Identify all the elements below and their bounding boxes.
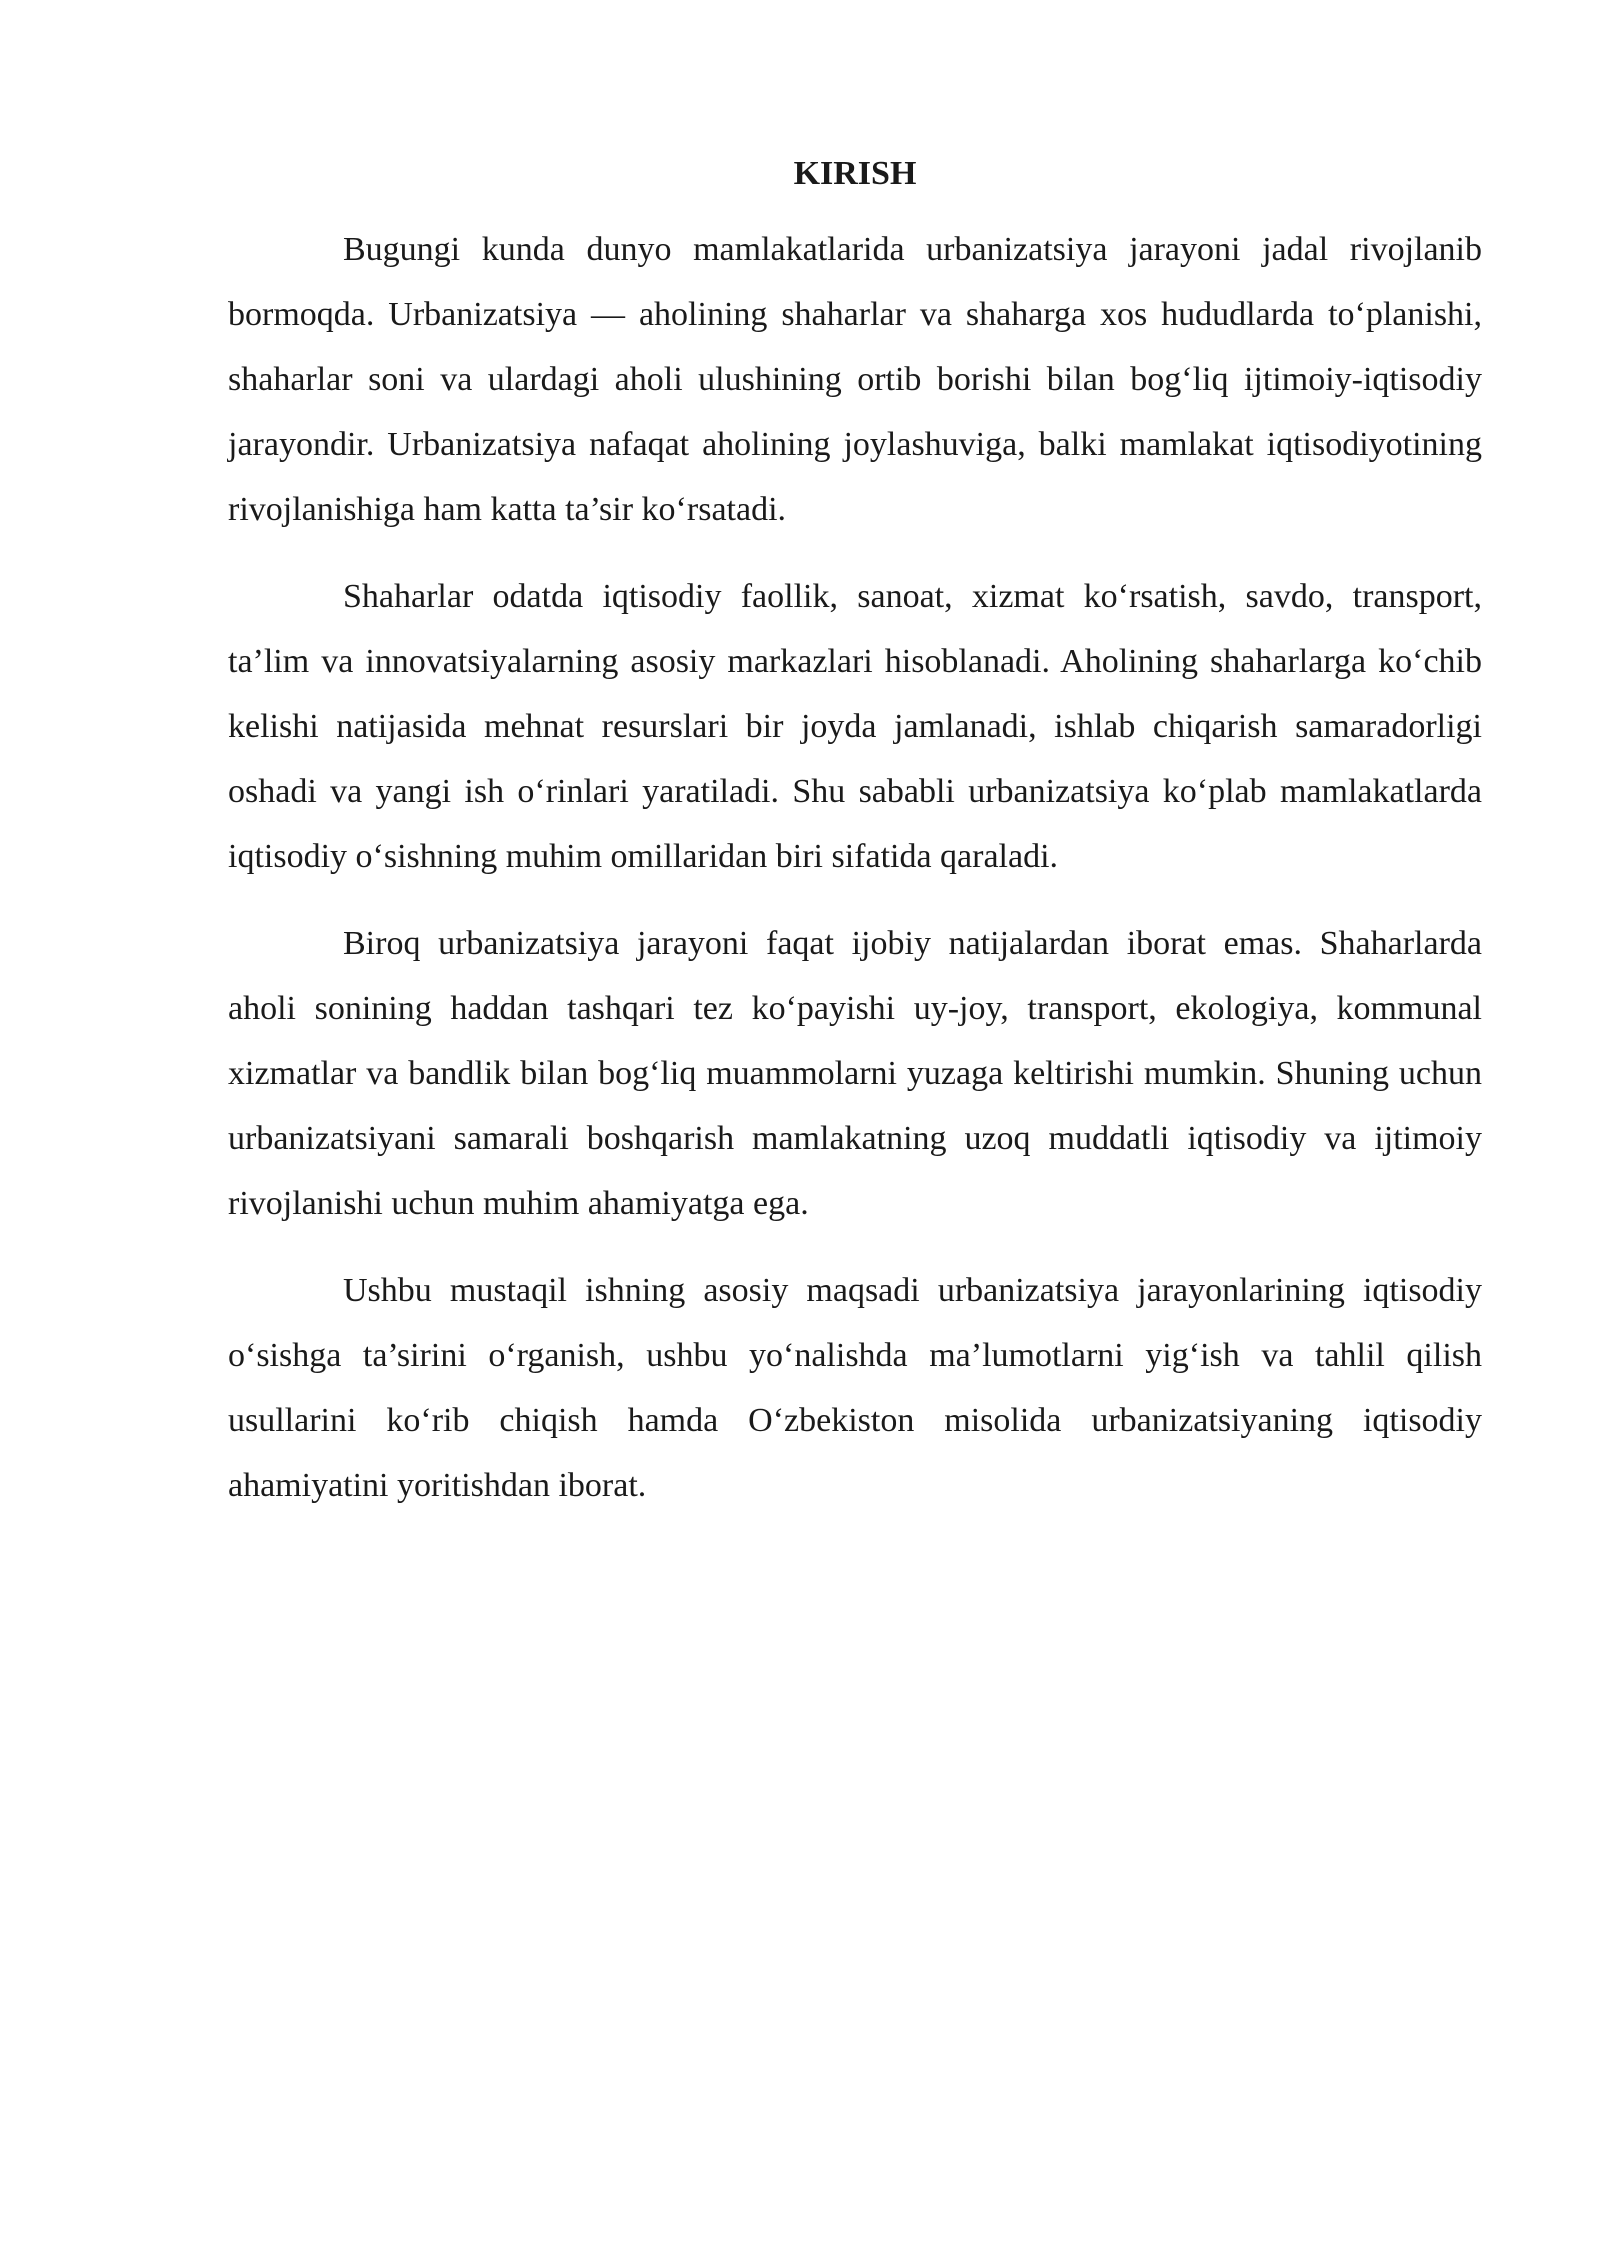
paragraph-3: Biroq urbanizatsiya jarayoni faqat ijobiy natijalardan iborat emas. Shaharlarda aholi sonining haddan tashqari tez ko‘payishi uy-joy, transport, ekologiya, kommunal xizmatlar va bandlik bilan bog‘liq muammolarni yuzaga keltirishi mumkin. Shuning uchun urbanizatsiyani samarali boshqarish mamlakatning uzoq muddatli iqtisodiy va ijtimoiy rivojlanishi uchun muhim ahamiyatga ega. bbox=[228, 925, 1482, 1222]
paragraph-2: Shaharlar odatda iqtisodiy faollik, sanoat, xizmat ko‘rsatish, savdo, transport, ta’lim va innovatsiyalarning asosiy markazlari hisoblanadi. Aholining shaharlarga ko‘chib kelishi natijasida mehnat resurslari bir joyda jamlanadi, ishlab chiqarish samaradorligi oshadi va yangi ish o‘rinlari yaratiladi. Shu sababli urbanizatsiya ko‘plab mamlakatlarda iqtisodiy o‘sishning muhim omillaridan biri sifatida qaraladi. bbox=[228, 578, 1482, 875]
section-title: KIRISH bbox=[793, 155, 917, 192]
paragraph-4: Ushbu mustaqil ishning asosiy maqsadi urbanizatsiya jarayonlarining iqtisodiy o‘sishga ta’sirini o‘rganish, ushbu yo‘nalishda ma’lumotlarni yig‘ish va tahlil qilish usullarini ko‘rib chiqish hamda O‘zbekiston misolida urbanizatsiyaning iqtisodiy ahamiyatini yoritishdan iborat. bbox=[228, 1272, 1482, 1504]
document-body bbox=[228, 148, 1482, 1540]
paragraph-1: Bugungi kunda dunyo mamlakatlarida urbanizatsiya jarayoni jadal rivojlanib bormoqda. Urbanizatsiya — aholining shaharlar va shaharga xos hududlarda to‘planishi, shaharlar soni va ulardagi aholi ulushining ortib borishi bilan bog‘liq ijtimoiy-iqtisodiy jarayondir. Urbanizatsiya nafaqat aholining joylashuviga, balki mamlakat iqtisodiyotining rivojlanishiga ham katta ta’sir ko‘rsatadi. bbox=[228, 231, 1482, 528]
